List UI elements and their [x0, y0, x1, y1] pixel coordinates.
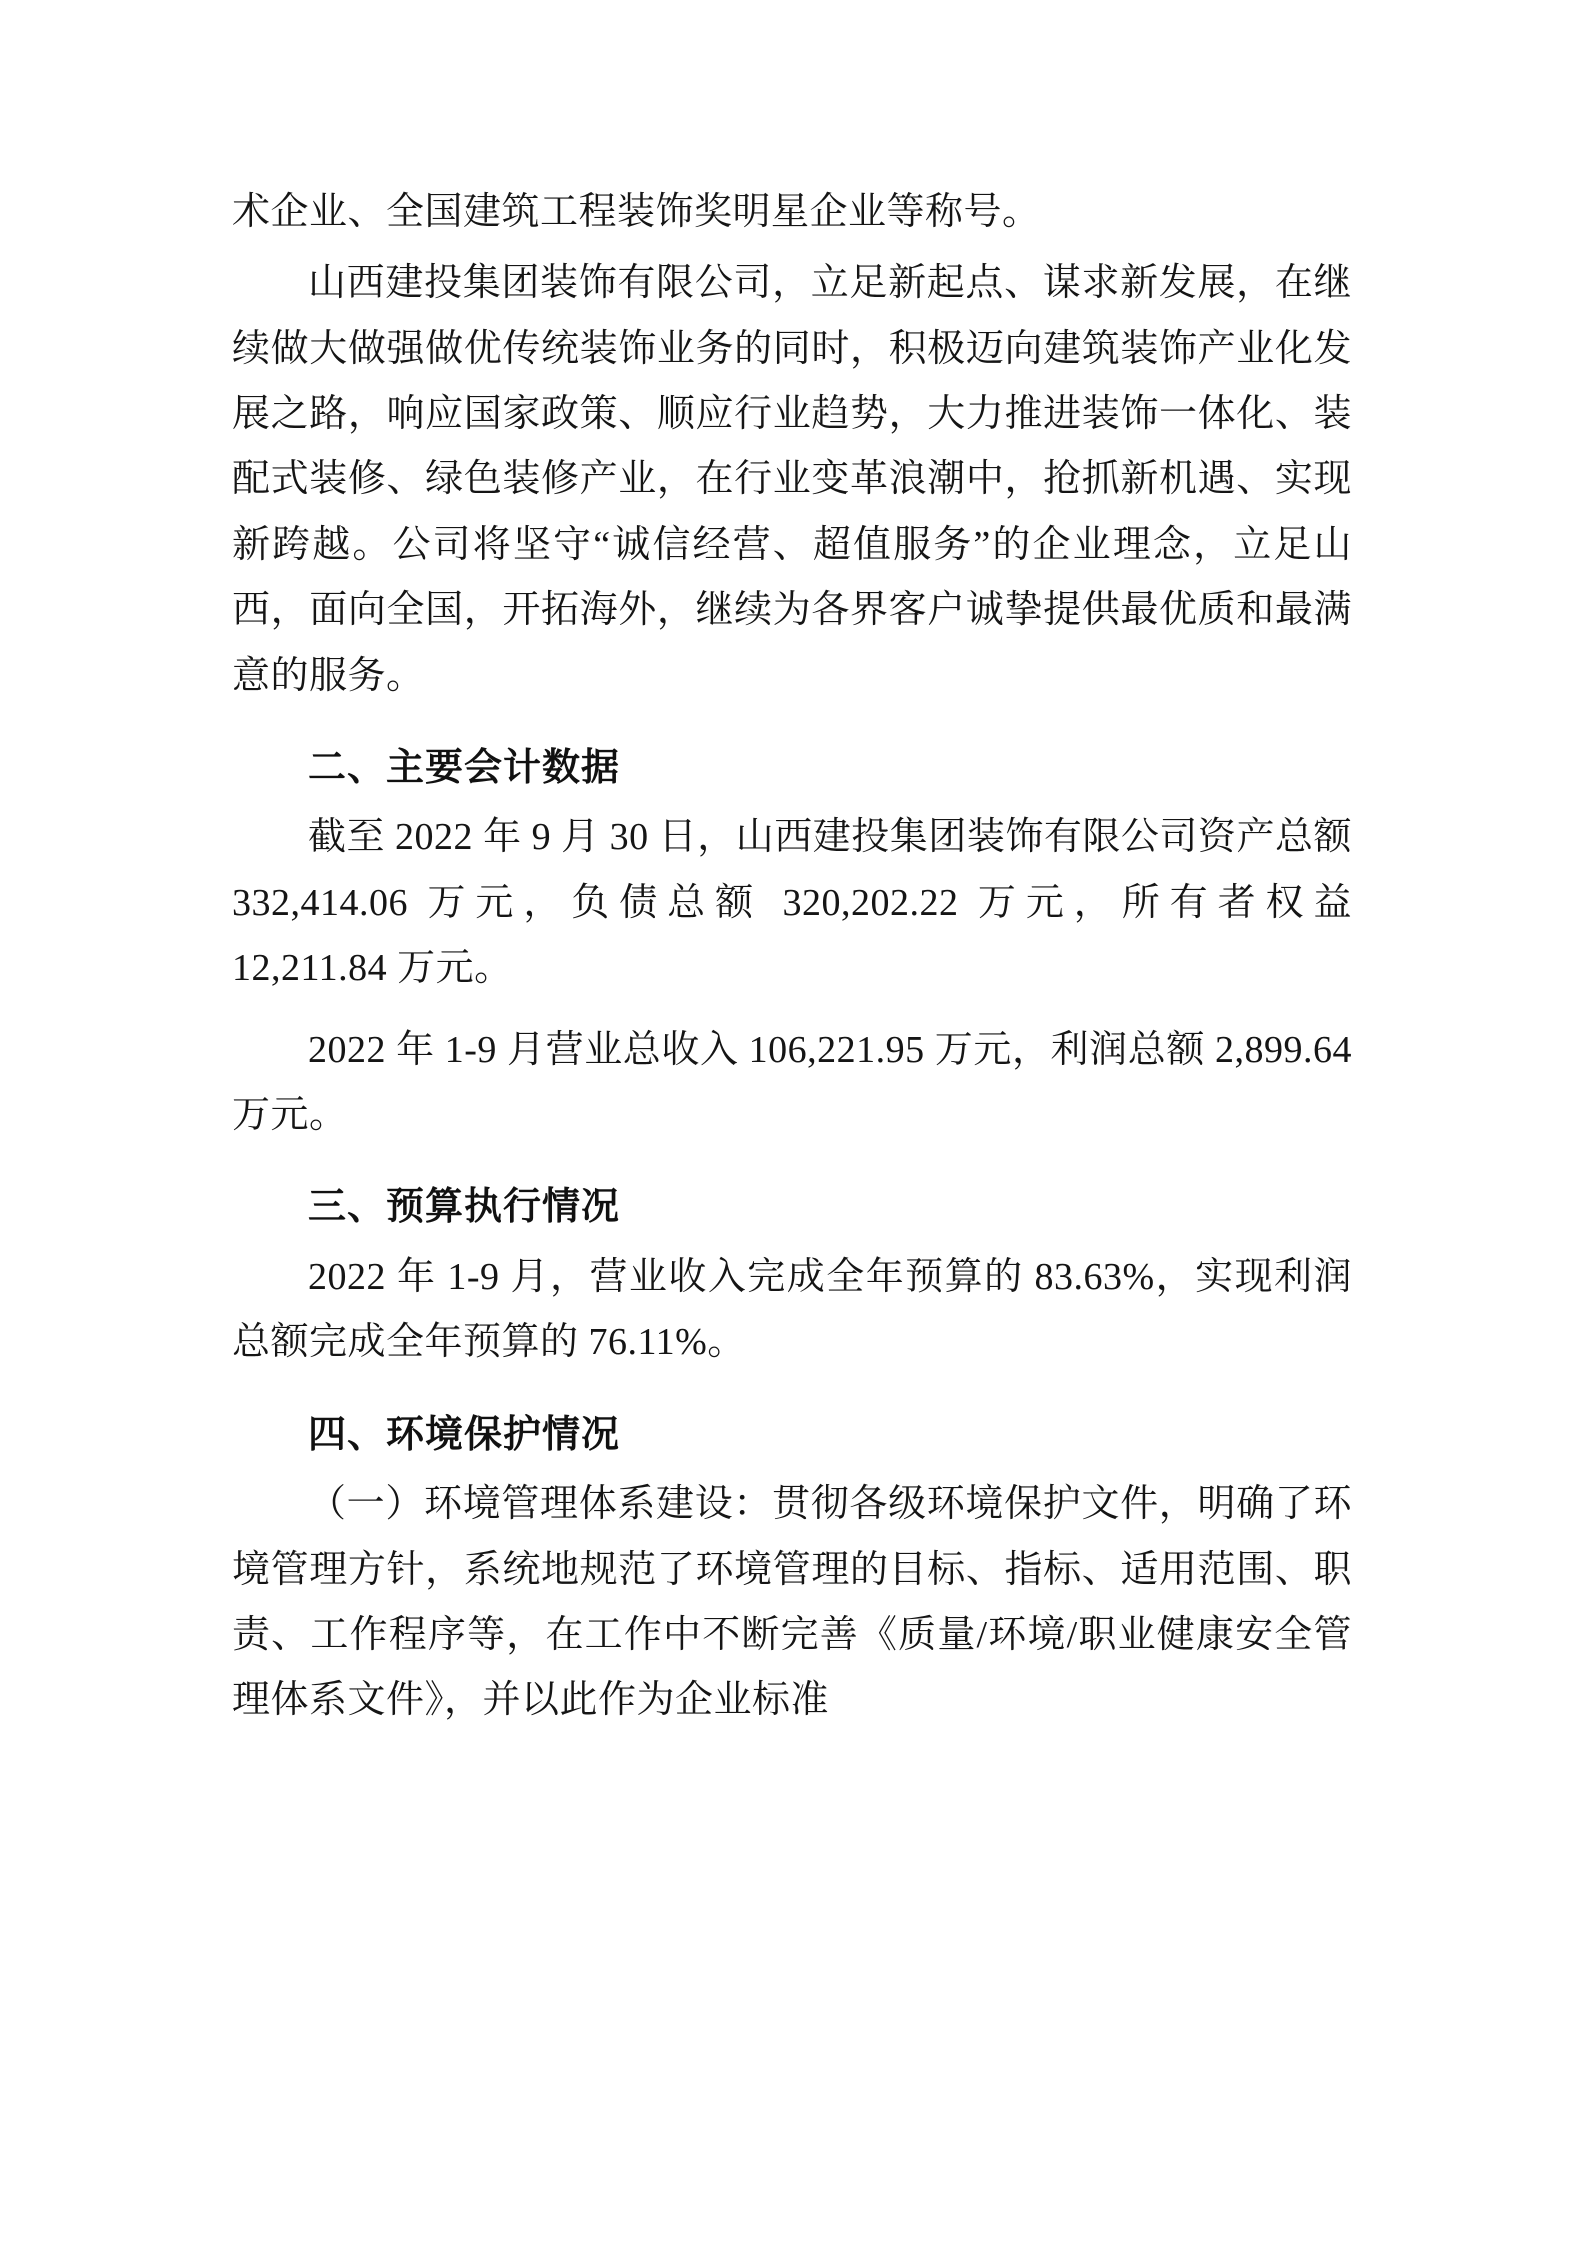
heading-environmental-protection: 四、环境保护情况 [308, 1411, 621, 1456]
document-body [232, 180, 1352, 1740]
paragraph-budget-percentages: 2022 年 1-9 月，营业收入完成全年预算的 83.63%，实现利润总额完成全年预算的 76.11%。 [232, 1255, 1352, 1364]
paragraph-revenue-profit: 2022 年 1-9 月营业总收入 106,221.95 万元，利润总额 2,899.64 万元。 [232, 1028, 1352, 1136]
heading-budget-execution: 三、预算执行情况 [308, 1184, 621, 1229]
paragraph-assets-liabilities: 截至 2022 年 9 月 30 日，山西建投集团装饰有限公司资产总额 332,414.06 万元，负债总额 320,202.22 万元，所有者权益 12,211.84 万元。 [232, 816, 1352, 990]
paragraph-company-vision: 山西建投集团装饰有限公司，立足新起点、谋求新发展，在继续做大做强做优传统装饰业务的同时，积极迈向建筑装饰产业化发展之路，响应国家政策、顺应行业趋势，大力推进装饰一体化、装配式装修、绿色装修产业，在行业变革浪潮中，抢抓新机遇、实现新跨越。公司将坚守“诚信经营、超值服务”的企业理念，立足山西，面向全国，开拓海外，继续为各界客户诚挚提供最优质和最满意的服务。 [232, 262, 1352, 697]
heading-main-accounting-data: 二、主要会计数据 [308, 744, 621, 789]
paragraph-continued-honors: 术企业、全国建筑工程装饰奖明星企业等称号。 [232, 191, 1041, 233]
paragraph-environmental-management-system: （一）环境管理体系建设：贯彻各级环境保护文件，明确了环境管理方针，系统地规范了环境管理的目标、指标、适用范围、职责、工作程序等，在工作中不断完善《质量/环境/职业健康安全管理体系文件》，并以此作为企业标准 [232, 1483, 1352, 1722]
paragraph-spacer [232, 1008, 1352, 1018]
